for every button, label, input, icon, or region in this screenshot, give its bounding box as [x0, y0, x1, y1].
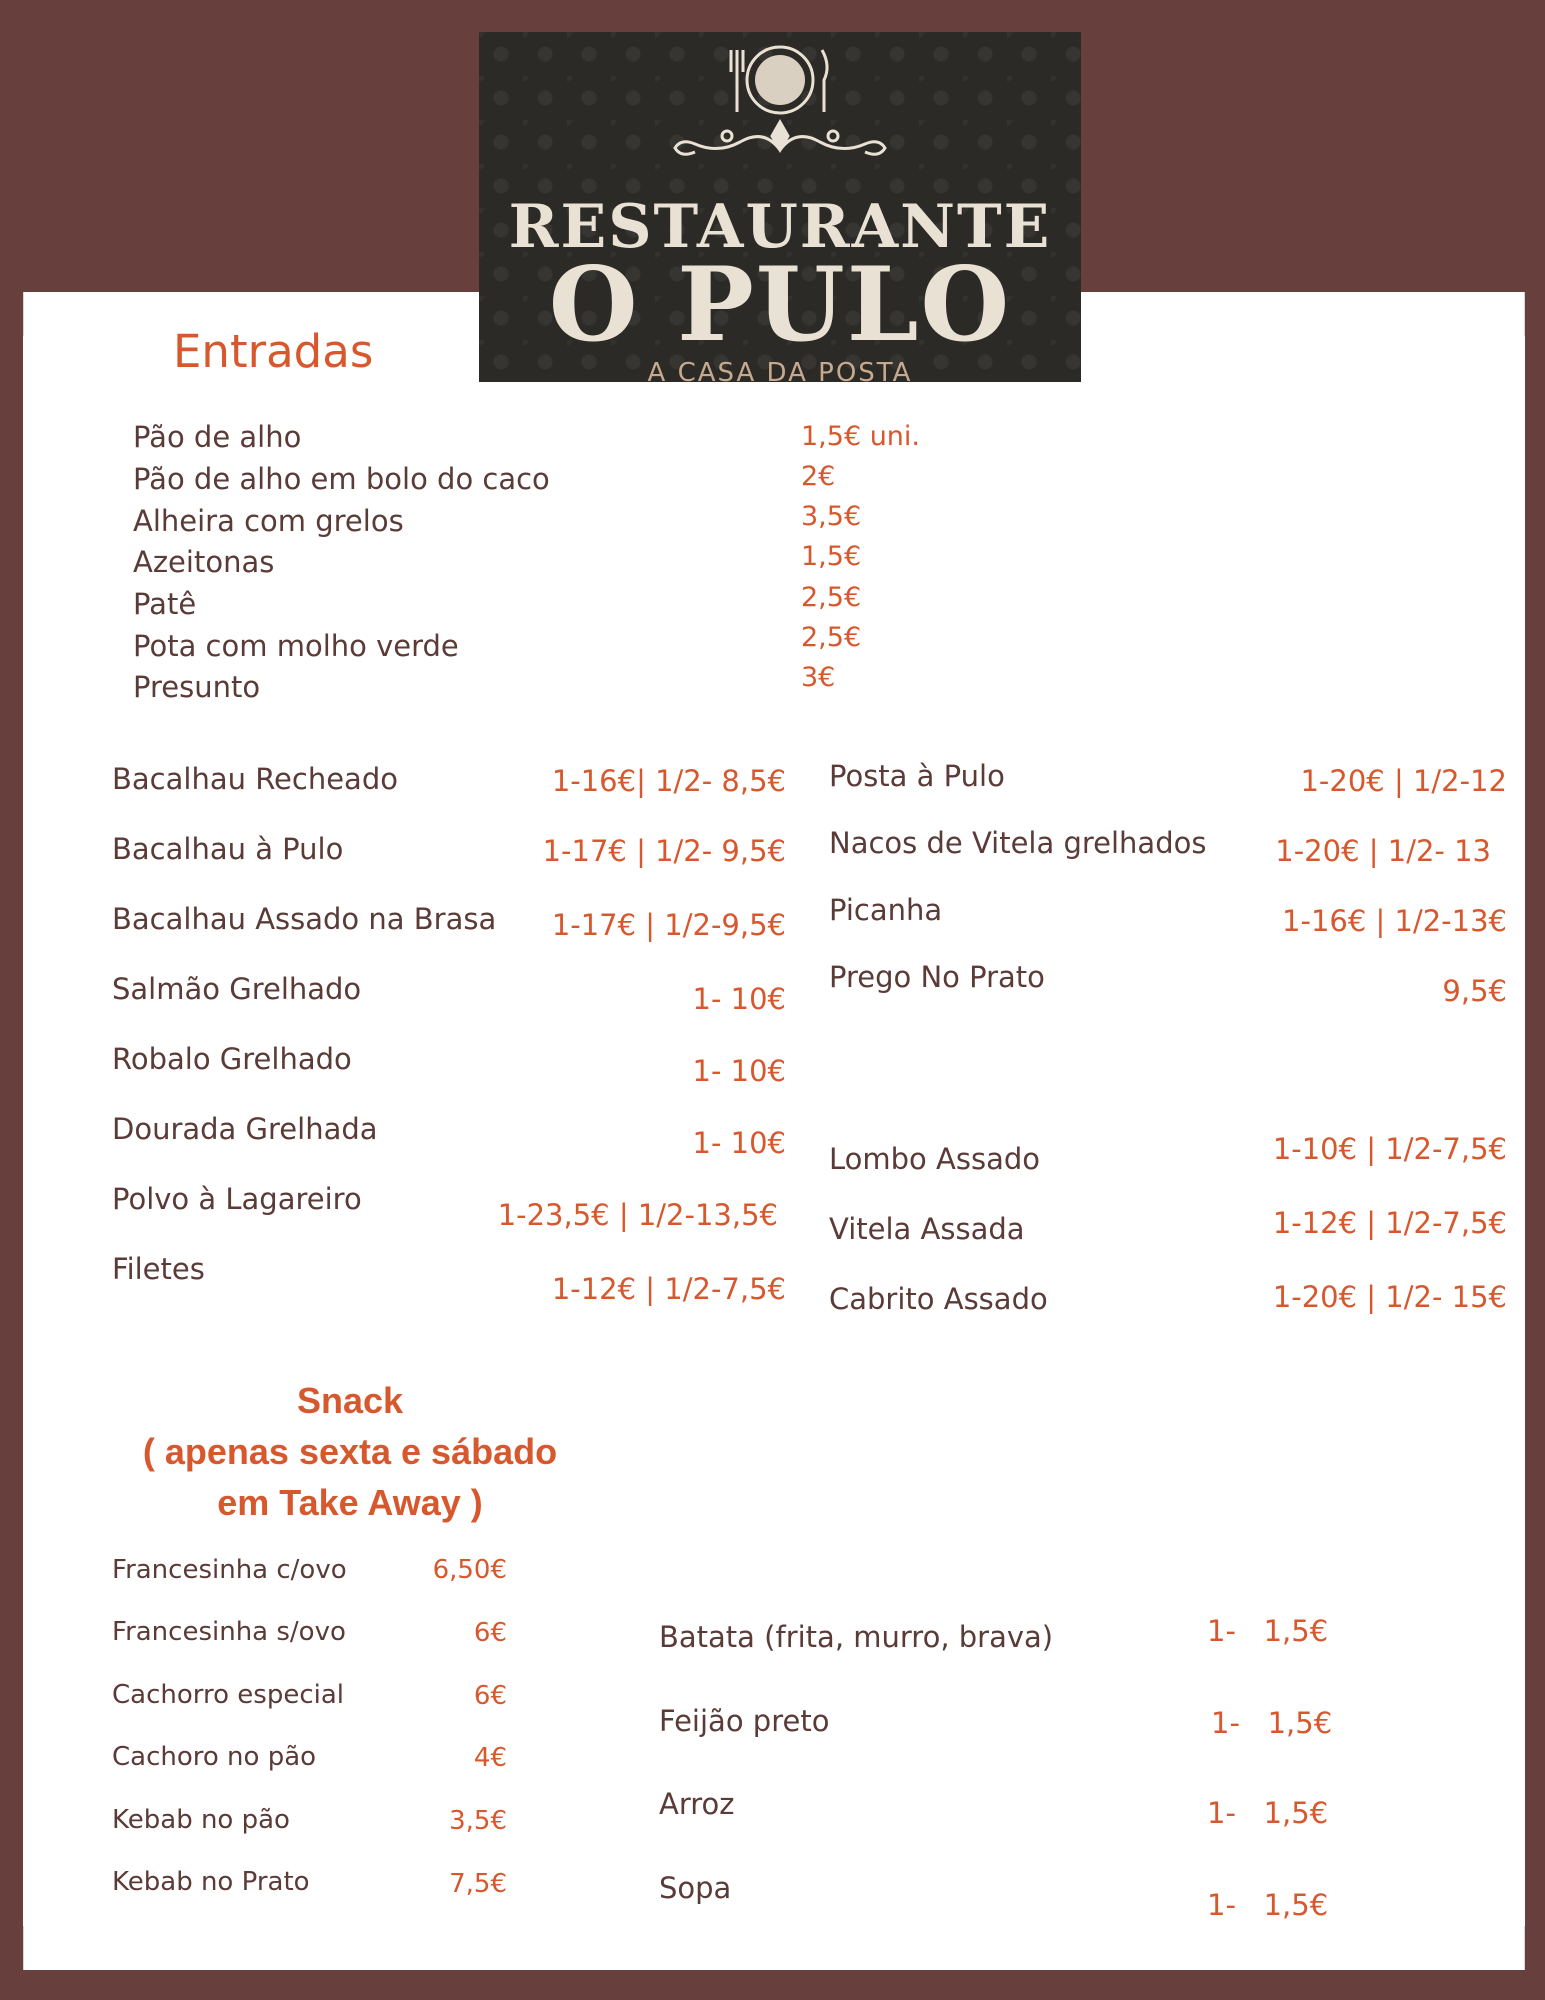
snack-name: Francesinha c/ovo [112, 1555, 347, 1585]
entrada-name: Pota com molho verde [133, 629, 459, 663]
entrada-price: 1,5€ uni. [801, 421, 921, 452]
logo-ornament [479, 32, 1081, 192]
dish-name: Robalo Grelhado [112, 1042, 352, 1076]
dish-price: 1-12€ | 1/2-7,5€ [551, 1272, 786, 1306]
side-dish-price: 1- 1,5€ [1207, 1888, 1329, 1922]
dish-name: Picanha [829, 893, 943, 927]
logo-line-tagline: A CASA DA POSTA [647, 358, 913, 388]
entrada-name: Patê [133, 587, 197, 621]
snack-price: 6€ [473, 1618, 507, 1648]
dish-price: 1- 10€ [692, 1126, 786, 1160]
side-dish-price: 1- 1,5€ [1211, 1706, 1333, 1740]
dish-price: 1-17€ | 1/2- 9,5€ [542, 834, 786, 868]
restaurant-logo [479, 32, 1081, 388]
dish-price: 1-23,5€ | 1/2-13,5€ [497, 1198, 778, 1232]
dish-price: 1-16€ | 1/2-13€ [1282, 904, 1507, 938]
sheet-corner-mark [1524, 1926, 1525, 1970]
dish-name: Nacos de Vitela grelhados [829, 826, 1207, 860]
entrada-name: Alheira com grelos [133, 504, 404, 538]
entrada-price: 1,5€ [801, 541, 862, 572]
snack-name: Kebab no pão [112, 1805, 290, 1835]
snack-price: 3,5€ [449, 1806, 507, 1836]
entrada-price: 3,5€ [801, 501, 862, 532]
dish-price: 1-16€| 1/2- 8,5€ [551, 764, 786, 798]
side-dish-name: Batata (frita, murro, brava) [659, 1620, 1054, 1654]
dish-price: 1-10€ | 1/2-7,5€ [1272, 1132, 1507, 1166]
entrada-name: Pão de alho em bolo do caco [133, 462, 550, 496]
dish-price: 9,5€ [1442, 974, 1507, 1008]
side-dish-price: 1- 1,5€ [1207, 1614, 1329, 1648]
dish-price: 1- 10€ [692, 982, 786, 1016]
dish-name: Bacalhau Assado na Brasa [112, 902, 497, 936]
dish-price: 1-12€ | 1/2-7,5€ [1272, 1206, 1507, 1240]
dish-price: 1-20€ | 1/2- 15€ [1272, 1280, 1507, 1314]
dish-name: Dourada Grelhada [112, 1112, 378, 1146]
snack-name: Francesinha s/ovo [112, 1617, 346, 1647]
scroll-ornament-icon [675, 122, 885, 154]
section-title-entradas: Entradas [173, 325, 374, 378]
dish-name: Bacalhau à Pulo [112, 832, 344, 866]
side-dish-price: 1- 1,5€ [1207, 1796, 1329, 1830]
section-title-snack [110, 1375, 590, 1528]
plate-cutlery-icon [731, 47, 827, 113]
dish-price: 1-20€ | 1/2- 13 [1275, 834, 1491, 868]
dish-name: Filetes [112, 1252, 205, 1286]
sheet-corner-mark [1524, 292, 1525, 336]
snack-title-line: ( apenas sexta e sábado [142, 1431, 558, 1472]
entrada-price: 2,5€ [801, 582, 862, 613]
side-dish-name: Arroz [659, 1787, 735, 1821]
entrada-price: 3€ [801, 662, 836, 693]
entrada-name: Presunto [133, 670, 261, 704]
snack-title-line: Snack [296, 1380, 404, 1421]
snack-name: Cachorro especial [112, 1680, 345, 1710]
entrada-price: 2,5€ [801, 622, 862, 653]
entrada-name: Pão de alho [133, 420, 302, 454]
side-dish-name: Feijão preto [659, 1704, 830, 1738]
dish-name: Cabrito Assado [829, 1282, 1048, 1316]
logo-line-name: O PULO [548, 245, 1012, 365]
logo-line-restaurante: RESTAURANTE [508, 192, 1052, 262]
dish-name: Polvo à Lagareiro [112, 1182, 362, 1216]
snack-price: 6€ [473, 1681, 507, 1711]
snack-price: 7,5€ [449, 1869, 507, 1899]
snack-title-line: em Take Away ) [217, 1482, 483, 1523]
snack-price: 6,50€ [432, 1555, 507, 1585]
snack-name: Cachoro no pão [112, 1742, 317, 1772]
dish-price: 1-20€ | 1/2-12 [1300, 764, 1507, 798]
dish-name: Vitela Assada [829, 1212, 1025, 1246]
dish-price: 1- 10€ [692, 1054, 786, 1088]
dish-name: Lombo Assado [829, 1142, 1040, 1176]
sheet-corner-mark [23, 292, 24, 336]
snack-name: Kebab no Prato [112, 1867, 310, 1897]
entrada-price: 2€ [801, 461, 836, 492]
entrada-name: Azeitonas [133, 545, 275, 579]
dish-name: Salmão Grelhado [112, 972, 362, 1006]
dish-name: Bacalhau Recheado [112, 762, 398, 796]
dish-name: Posta à Pulo [829, 759, 1005, 793]
dish-price: 1-17€ | 1/2-9,5€ [551, 908, 786, 942]
snack-price: 4€ [473, 1743, 507, 1773]
dish-name: Prego No Prato [829, 960, 1045, 994]
sheet-corner-mark [23, 1926, 24, 1970]
side-dish-name: Sopa [659, 1871, 732, 1905]
